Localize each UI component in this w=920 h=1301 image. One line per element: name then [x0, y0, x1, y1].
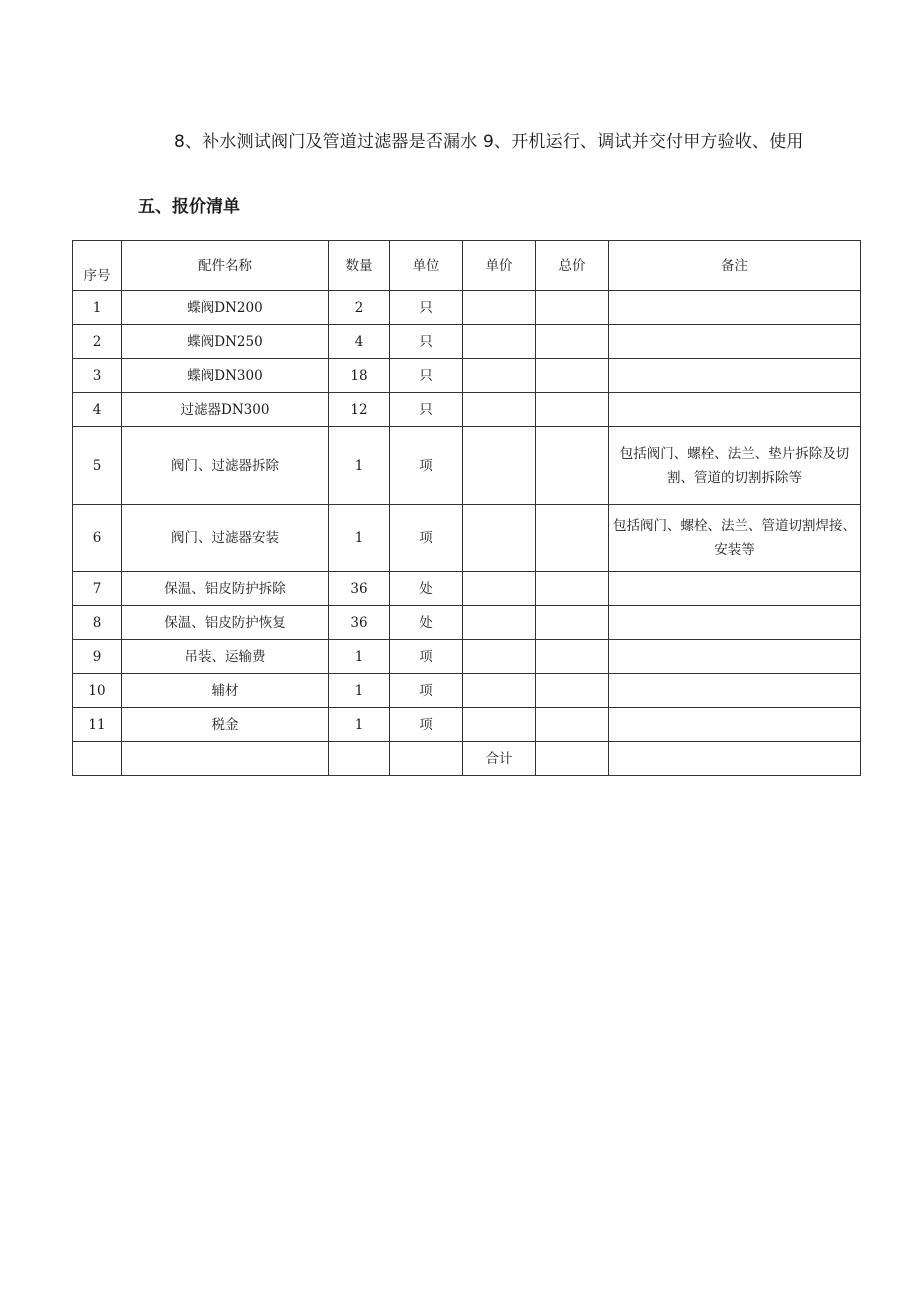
cell-total-price — [536, 359, 609, 393]
cell-unit-price — [463, 708, 536, 742]
cell-note — [609, 359, 861, 393]
cell-qty: 36 — [329, 572, 390, 606]
cell-total-price — [536, 572, 609, 606]
cell-name: 蝶阀DN300 — [122, 359, 329, 393]
cell-unit-price — [463, 291, 536, 325]
table-row — [73, 427, 861, 505]
cell-note — [609, 572, 861, 606]
cell-note — [609, 708, 861, 742]
total-label: 合计 — [463, 742, 536, 776]
cell-seq: 1 — [73, 291, 122, 325]
cell-qty: 1 — [329, 427, 390, 505]
table-row — [73, 393, 861, 427]
cell-seq: 2 — [73, 325, 122, 359]
cell-total-price — [536, 674, 609, 708]
cell-qty: 12 — [329, 393, 390, 427]
cell-total-price — [536, 325, 609, 359]
cell-unit: 只 — [390, 291, 463, 325]
cell-name: 阀门、过滤器安装 — [122, 505, 329, 572]
cell-name: 保温、铝皮防护拆除 — [122, 572, 329, 606]
table-row — [73, 606, 861, 640]
cell-note — [609, 291, 861, 325]
header-note: 备注 — [609, 241, 861, 291]
cell-unit: 只 — [390, 325, 463, 359]
section-title: 五、报价清单 — [138, 197, 240, 217]
cell-name: 税金 — [122, 708, 329, 742]
cell-qty: 1 — [329, 708, 390, 742]
cell-qty: 36 — [329, 606, 390, 640]
header-unit: 单位 — [390, 241, 463, 291]
cell-unit: 处 — [390, 606, 463, 640]
cell-note — [609, 393, 861, 427]
cell-unit-price — [463, 325, 536, 359]
cell-unit-price — [463, 640, 536, 674]
cell-name: 蝶阀DN250 — [122, 325, 329, 359]
cell-qty: 1 — [329, 505, 390, 572]
total-cell-note — [609, 742, 861, 776]
cell-total-price — [536, 427, 609, 505]
cell-unit: 处 — [390, 572, 463, 606]
cell-total-price — [536, 393, 609, 427]
cell-name: 阀门、过滤器拆除 — [122, 427, 329, 505]
total-cell-name — [122, 742, 329, 776]
cell-name: 辅材 — [122, 674, 329, 708]
table-row — [73, 325, 861, 359]
cell-seq: 6 — [73, 505, 122, 572]
header-qty: 数量 — [329, 241, 390, 291]
cell-seq: 7 — [73, 572, 122, 606]
cell-unit: 项 — [390, 505, 463, 572]
cell-total-price — [536, 505, 609, 572]
cell-qty: 2 — [329, 291, 390, 325]
header-seq: 序号 — [73, 241, 122, 291]
cell-unit-price — [463, 427, 536, 505]
intro-text: 8、补水测试阀门及管道过滤器是否漏水 9、开机运行、调试并交付甲方验收、使用 — [174, 132, 804, 152]
table-header-row — [73, 241, 861, 291]
cell-total-price — [536, 291, 609, 325]
cell-note — [609, 606, 861, 640]
cell-unit: 项 — [390, 708, 463, 742]
cell-seq: 11 — [73, 708, 122, 742]
cell-seq: 4 — [73, 393, 122, 427]
cell-total-price — [536, 640, 609, 674]
cell-qty: 18 — [329, 359, 390, 393]
cell-note — [609, 640, 861, 674]
header-unit-price: 单价 — [463, 241, 536, 291]
total-cell-seq — [73, 742, 122, 776]
table-row — [73, 572, 861, 606]
cell-total-price — [536, 708, 609, 742]
cell-seq: 10 — [73, 674, 122, 708]
table-row — [73, 674, 861, 708]
cell-name: 吊装、运输费 — [122, 640, 329, 674]
quote-table — [72, 240, 861, 776]
cell-qty: 1 — [329, 640, 390, 674]
header-name: 配件名称 — [122, 241, 329, 291]
cell-note: 包括阀门、螺栓、法兰、管道切割焊接、安装等 — [609, 505, 861, 572]
cell-name: 过滤器DN300 — [122, 393, 329, 427]
cell-unit-price — [463, 606, 536, 640]
total-cell-qty — [329, 742, 390, 776]
cell-seq: 8 — [73, 606, 122, 640]
table-row — [73, 291, 861, 325]
total-value — [536, 742, 609, 776]
cell-unit: 只 — [390, 359, 463, 393]
cell-name: 保温、铝皮防护恢复 — [122, 606, 329, 640]
cell-seq: 9 — [73, 640, 122, 674]
total-cell-unit — [390, 742, 463, 776]
cell-unit: 只 — [390, 393, 463, 427]
cell-total-price — [536, 606, 609, 640]
cell-note: 包括阀门、螺栓、法兰、垫片拆除及切割、管道的切割拆除等 — [609, 427, 861, 505]
total-row — [73, 742, 861, 776]
table-row — [73, 708, 861, 742]
cell-name: 蝶阀DN200 — [122, 291, 329, 325]
header-total-price: 总价 — [536, 241, 609, 291]
cell-unit: 项 — [390, 640, 463, 674]
cell-unit-price — [463, 393, 536, 427]
cell-seq: 5 — [73, 427, 122, 505]
table-row — [73, 359, 861, 393]
table-row — [73, 640, 861, 674]
cell-unit-price — [463, 359, 536, 393]
cell-unit: 项 — [390, 674, 463, 708]
cell-note — [609, 674, 861, 708]
cell-unit-price — [463, 572, 536, 606]
cell-unit: 项 — [390, 427, 463, 505]
table-row — [73, 505, 861, 572]
cell-qty: 4 — [329, 325, 390, 359]
cell-seq: 3 — [73, 359, 122, 393]
cell-unit-price — [463, 505, 536, 572]
cell-qty: 1 — [329, 674, 390, 708]
cell-note — [609, 325, 861, 359]
cell-unit-price — [463, 674, 536, 708]
